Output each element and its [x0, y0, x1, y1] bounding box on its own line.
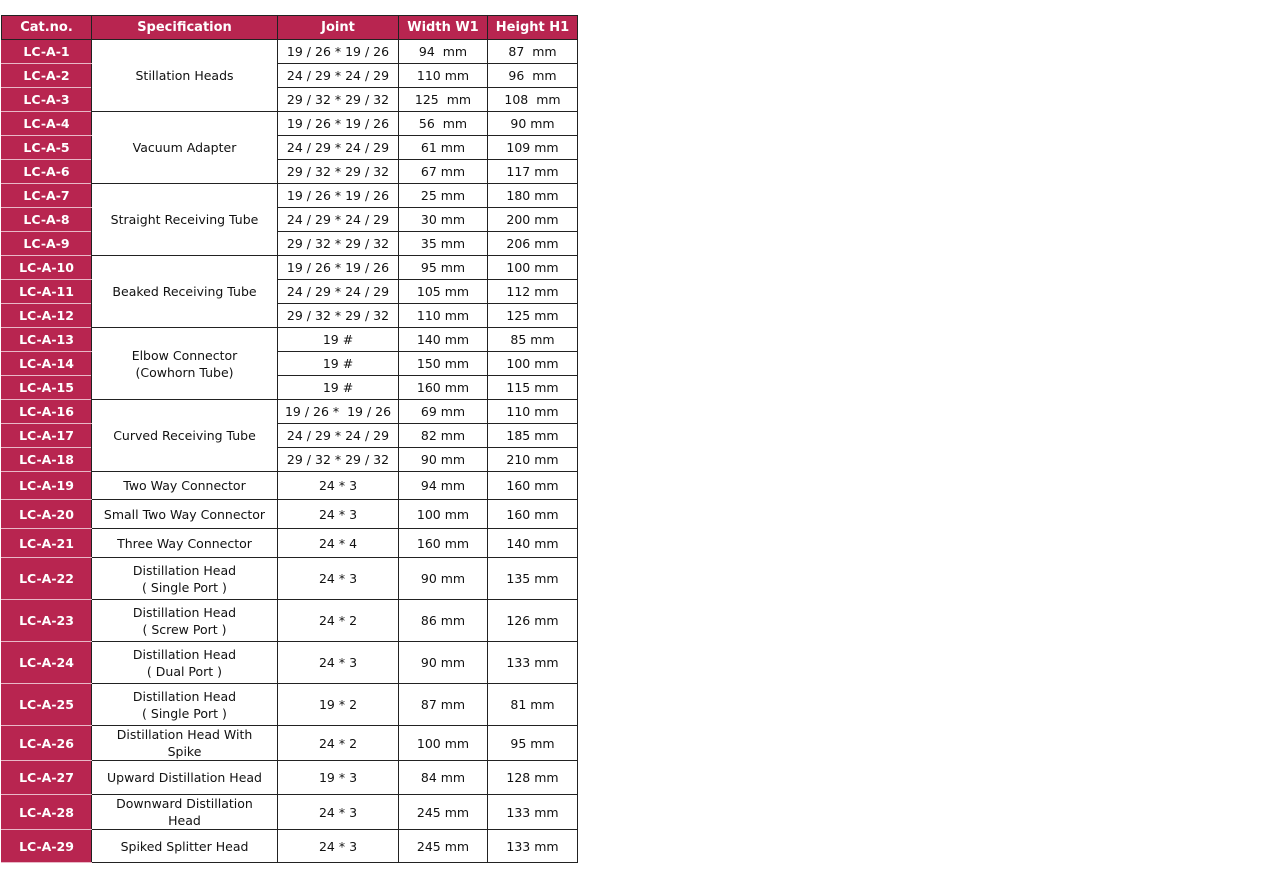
height-cell: 87 mm	[488, 40, 578, 64]
header-specification: Specification	[92, 16, 278, 40]
cat-no-cell: LC-A-14	[2, 352, 92, 376]
joint-cell: 19 / 26 * 19 / 26	[278, 400, 399, 424]
height-cell: 206 mm	[488, 232, 578, 256]
cat-no-cell: LC-A-26	[2, 726, 92, 761]
height-cell: 115 mm	[488, 376, 578, 400]
cat-no-cell: LC-A-25	[2, 684, 92, 726]
table-row	[2, 256, 578, 280]
cat-no-cell: LC-A-4	[2, 112, 92, 136]
width-cell: 86 mm	[399, 600, 488, 642]
specification-line: Curved Receiving Tube	[113, 428, 256, 443]
specification-cell	[92, 558, 278, 600]
specification-line: Small Two Way Connector	[103, 506, 266, 522]
height-cell: 110 mm	[488, 400, 578, 424]
height-cell: 125 mm	[488, 304, 578, 328]
cat-no-cell: LC-A-13	[2, 328, 92, 352]
product-spec-table	[1, 15, 578, 863]
header-width: Width W1	[399, 16, 488, 40]
specification-line: Elbow Connector	[131, 347, 238, 363]
joint-cell: 19 / 26 * 19 / 26	[278, 184, 399, 208]
joint-cell: 24 * 3	[278, 642, 399, 684]
cat-no-cell: LC-A-18	[2, 448, 92, 472]
width-cell: 140 mm	[399, 328, 488, 352]
height-cell: 109 mm	[488, 136, 578, 160]
cat-no-cell: LC-A-17	[2, 424, 92, 448]
table-row	[2, 795, 578, 830]
height-cell: 96 mm	[488, 64, 578, 88]
table-header-row	[2, 16, 578, 40]
cat-no-cell: LC-A-6	[2, 160, 92, 184]
cat-no-cell: LC-A-15	[2, 376, 92, 400]
height-cell: 160 mm	[488, 472, 578, 500]
table-row	[2, 160, 578, 184]
table-row	[2, 761, 578, 795]
specification-line: ( Single Port )	[142, 705, 227, 721]
joint-cell: 24 * 4	[278, 529, 399, 558]
specification-cell	[92, 400, 278, 472]
width-cell: 69 mm	[399, 400, 488, 424]
header-joint: Joint	[278, 16, 399, 40]
specification-cell	[92, 256, 278, 328]
cat-no-cell: LC-A-16	[2, 400, 92, 424]
table-row	[2, 232, 578, 256]
specification-line: Three Way Connector	[117, 535, 252, 551]
table-row	[2, 328, 578, 352]
height-cell: 81 mm	[488, 684, 578, 726]
height-cell: 160 mm	[488, 500, 578, 529]
specification-line: Straight Receiving Tube	[110, 212, 259, 227]
cat-no-cell: LC-A-11	[2, 280, 92, 304]
specification-line: Vacuum Adapter	[132, 140, 237, 155]
cat-no-cell: LC-A-29	[2, 830, 92, 863]
height-cell: 180 mm	[488, 184, 578, 208]
cat-no-cell: LC-A-2	[2, 64, 92, 88]
joint-cell: 24 / 29 * 24 / 29	[278, 424, 399, 448]
joint-cell: 24 * 3	[278, 558, 399, 600]
specification-line: ( Dual Port )	[146, 663, 223, 679]
joint-cell: 24 / 29 * 24 / 29	[278, 280, 399, 304]
table-row	[2, 424, 578, 448]
width-cell: 95 mm	[399, 256, 488, 280]
table-row	[2, 112, 578, 136]
cat-no-cell: LC-A-27	[2, 761, 92, 795]
width-cell: 90 mm	[399, 642, 488, 684]
joint-cell: 29 / 32 * 29 / 32	[278, 232, 399, 256]
width-cell: 67 mm	[399, 160, 488, 184]
width-cell: 35 mm	[399, 232, 488, 256]
height-cell: 95 mm	[488, 726, 578, 761]
table-row	[2, 558, 578, 600]
cat-no-cell: LC-A-24	[2, 642, 92, 684]
height-cell: 85 mm	[488, 328, 578, 352]
joint-cell: 29 / 32 * 29 / 32	[278, 160, 399, 184]
joint-cell: 24 * 3	[278, 830, 399, 863]
table-row	[2, 684, 578, 726]
table-row	[2, 726, 578, 761]
specification-line: ( Single Port )	[142, 579, 227, 595]
joint-cell: 29 / 32 * 29 / 32	[278, 304, 399, 328]
table-row	[2, 40, 578, 64]
height-cell: 133 mm	[488, 642, 578, 684]
specification-line: Distillation Head	[132, 604, 237, 620]
specification-line: ( Screw Port )	[142, 621, 227, 637]
height-cell: 140 mm	[488, 529, 578, 558]
specification-line: Spike	[167, 744, 202, 759]
specification-line: Distillation Head With	[116, 727, 253, 742]
joint-cell: 24 * 2	[278, 600, 399, 642]
joint-cell: 24 * 2	[278, 726, 399, 761]
height-cell: 108 mm	[488, 88, 578, 112]
table-row	[2, 136, 578, 160]
width-cell: 160 mm	[399, 376, 488, 400]
cat-no-cell: LC-A-28	[2, 795, 92, 830]
cat-no-cell: LC-A-7	[2, 184, 92, 208]
table-row	[2, 64, 578, 88]
table-row	[2, 500, 578, 529]
specification-line: (Cowhorn Tube)	[135, 364, 234, 380]
cat-no-cell: LC-A-3	[2, 88, 92, 112]
specification-cell	[92, 500, 278, 529]
specification-line: Two Way Connector	[123, 478, 246, 493]
joint-cell: 29 / 32 * 29 / 32	[278, 448, 399, 472]
cat-no-cell: LC-A-21	[2, 529, 92, 558]
joint-cell: 24 / 29 * 24 / 29	[278, 208, 399, 232]
width-cell: 245 mm	[399, 830, 488, 863]
header-height: Height H1	[488, 16, 578, 40]
specification-cell	[92, 112, 278, 184]
width-cell: 110 mm	[399, 304, 488, 328]
joint-cell: 19 #	[278, 328, 399, 352]
specification-cell	[92, 684, 278, 726]
specification-cell	[92, 529, 278, 558]
cat-no-cell: LC-A-23	[2, 600, 92, 642]
height-cell: 185 mm	[488, 424, 578, 448]
width-cell: 56 mm	[399, 112, 488, 136]
specification-cell	[92, 830, 278, 863]
specification-cell	[92, 40, 278, 112]
height-cell: 210 mm	[488, 448, 578, 472]
width-cell: 150 mm	[399, 352, 488, 376]
specification-line: Stillation Heads	[135, 68, 234, 83]
width-cell: 94 mm	[399, 40, 488, 64]
cat-no-cell: LC-A-22	[2, 558, 92, 600]
cat-no-cell: LC-A-12	[2, 304, 92, 328]
table-body	[2, 40, 578, 863]
width-cell: 84 mm	[399, 761, 488, 795]
joint-cell: 19 #	[278, 352, 399, 376]
cat-no-cell: LC-A-19	[2, 472, 92, 500]
table-row	[2, 642, 578, 684]
joint-cell: 19 / 26 * 19 / 26	[278, 40, 399, 64]
joint-cell: 19 * 3	[278, 761, 399, 795]
joint-cell: 24 * 3	[278, 795, 399, 830]
table-row	[2, 472, 578, 500]
joint-cell: 19 / 26 * 19 / 26	[278, 256, 399, 280]
height-cell: 128 mm	[488, 761, 578, 795]
specification-cell	[92, 795, 278, 830]
height-cell: 112 mm	[488, 280, 578, 304]
width-cell: 125 mm	[399, 88, 488, 112]
height-cell: 90 mm	[488, 112, 578, 136]
joint-cell: 19 #	[278, 376, 399, 400]
joint-cell: 29 / 32 * 29 / 32	[278, 88, 399, 112]
width-cell: 160 mm	[399, 529, 488, 558]
specification-line: Downward Distillation	[116, 796, 253, 811]
table-row	[2, 304, 578, 328]
specification-cell	[92, 184, 278, 256]
table-row	[2, 184, 578, 208]
width-cell: 90 mm	[399, 448, 488, 472]
width-cell: 105 mm	[399, 280, 488, 304]
specification-cell	[92, 328, 278, 400]
specification-cell	[92, 642, 278, 684]
specification-line: Spiked Splitter Head	[120, 838, 249, 854]
joint-cell: 24 / 29 * 24 / 29	[278, 136, 399, 160]
width-cell: 87 mm	[399, 684, 488, 726]
cat-no-cell: LC-A-9	[2, 232, 92, 256]
specification-line: Upward Distillation Head	[107, 770, 262, 785]
width-cell: 100 mm	[399, 726, 488, 761]
height-cell: 126 mm	[488, 600, 578, 642]
width-cell: 30 mm	[399, 208, 488, 232]
table-row	[2, 376, 578, 400]
width-cell: 25 mm	[399, 184, 488, 208]
header-cat-no: Cat.no.	[2, 16, 92, 40]
joint-cell: 24 / 29 * 24 / 29	[278, 64, 399, 88]
width-cell: 110 mm	[399, 64, 488, 88]
height-cell: 200 mm	[488, 208, 578, 232]
table-row	[2, 830, 578, 863]
specification-cell	[92, 761, 278, 795]
joint-cell: 24 * 3	[278, 472, 399, 500]
height-cell: 133 mm	[488, 795, 578, 830]
specification-cell	[92, 472, 278, 500]
height-cell: 133 mm	[488, 830, 578, 863]
height-cell: 117 mm	[488, 160, 578, 184]
table-row	[2, 400, 578, 424]
width-cell: 82 mm	[399, 424, 488, 448]
table-row	[2, 448, 578, 472]
specification-cell	[92, 726, 278, 761]
height-cell: 135 mm	[488, 558, 578, 600]
joint-cell: 19 * 2	[278, 684, 399, 726]
cat-no-cell: LC-A-20	[2, 500, 92, 529]
specification-line: Distillation Head	[132, 562, 237, 578]
specification-line: Distillation Head	[132, 646, 237, 662]
cat-no-cell: LC-A-5	[2, 136, 92, 160]
height-cell: 100 mm	[488, 256, 578, 280]
joint-cell: 19 / 26 * 19 / 26	[278, 112, 399, 136]
width-cell: 94 mm	[399, 472, 488, 500]
width-cell: 245 mm	[399, 795, 488, 830]
table-row	[2, 88, 578, 112]
table-row	[2, 208, 578, 232]
table-row	[2, 352, 578, 376]
width-cell: 61 mm	[399, 136, 488, 160]
cat-no-cell: LC-A-8	[2, 208, 92, 232]
table-row	[2, 600, 578, 642]
specification-line: Beaked Receiving Tube	[112, 284, 257, 299]
width-cell: 100 mm	[399, 500, 488, 529]
specification-line: Head	[168, 813, 201, 828]
table-row	[2, 280, 578, 304]
cat-no-cell: LC-A-1	[2, 40, 92, 64]
specification-cell	[92, 600, 278, 642]
table-row	[2, 529, 578, 558]
height-cell: 100 mm	[488, 352, 578, 376]
cat-no-cell: LC-A-10	[2, 256, 92, 280]
joint-cell: 24 * 3	[278, 500, 399, 529]
width-cell: 90 mm	[399, 558, 488, 600]
specification-line: Distillation Head	[132, 688, 237, 704]
